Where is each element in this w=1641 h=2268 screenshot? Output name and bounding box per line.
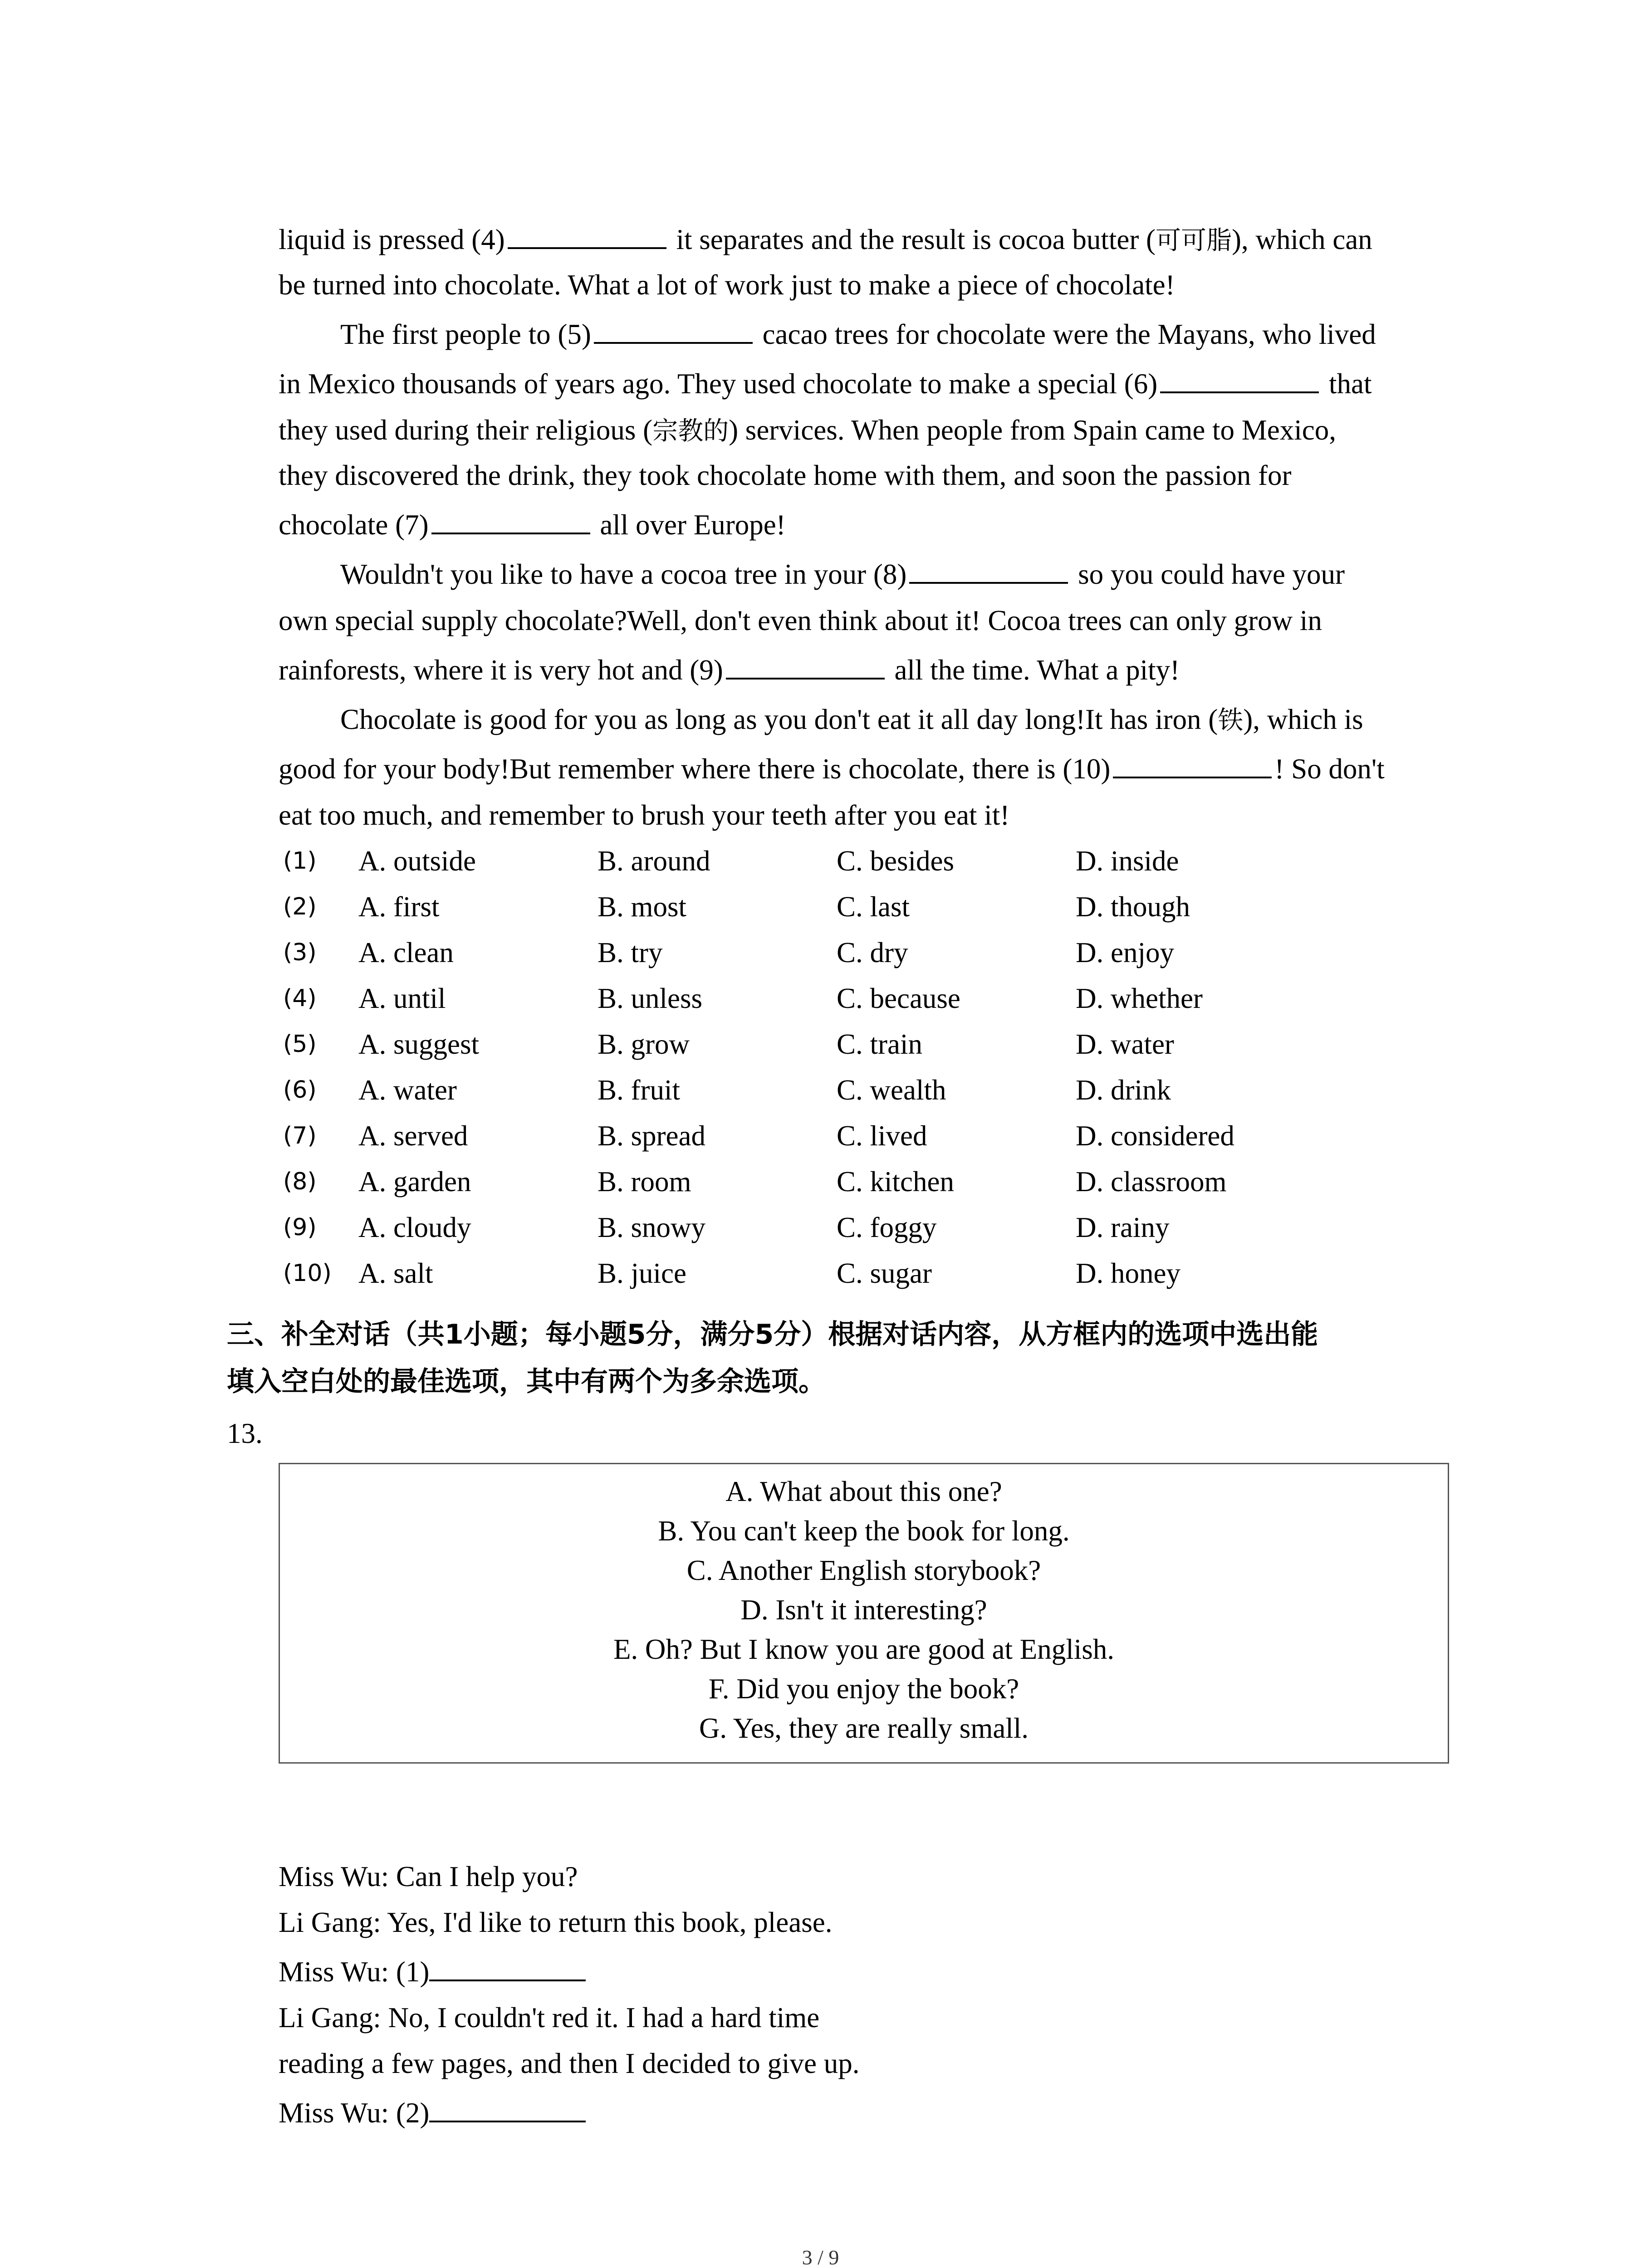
option-a: A. first — [358, 891, 440, 923]
option-row — [279, 1209, 1458, 1246]
option-a: A. cloudy — [358, 1212, 471, 1243]
passage-line — [279, 507, 786, 543]
option-d: D. inside — [1076, 845, 1179, 877]
option-a: A. garden — [358, 1166, 471, 1198]
option-c: C. foggy — [837, 1212, 937, 1243]
option-row — [279, 1163, 1458, 1200]
option-b: B. juice — [598, 1257, 686, 1289]
choice-item: D. Isn't it interesting? — [740, 1594, 987, 1626]
choice-item: G. Yes, they are really small. — [699, 1712, 1029, 1744]
passage-line: own special supply chocolate?Well, don't even think about it! Cocoa trees can only grow in — [279, 605, 1322, 636]
choice-item: B. You can't keep the book for long. — [658, 1515, 1070, 1547]
option-c: C. last — [837, 891, 910, 923]
passage-line — [279, 221, 1372, 259]
option-c: C. lived — [837, 1120, 927, 1152]
choice-item: A. What about this one? — [725, 1476, 1002, 1507]
blank-9 — [726, 652, 885, 679]
dialogue-line — [279, 2095, 588, 2131]
page-number: 3 / 9 — [802, 2246, 839, 2268]
option-d: D. water — [1076, 1028, 1174, 1060]
passage-line — [340, 701, 1363, 739]
passage-line — [340, 556, 1345, 592]
blank-6 — [1160, 366, 1319, 393]
blank-10 — [1113, 751, 1272, 778]
section-heading-line: 三、补全对话（共1小题；每小题5分，满分5分）根据对话内容，从方框内的选项中选出能 — [227, 1319, 1318, 1350]
option-d: D. though — [1076, 891, 1190, 923]
option-a: A. clean — [358, 937, 454, 968]
option-c: C. because — [837, 982, 960, 1014]
choice-box — [279, 1463, 1449, 1764]
option-number: (6) — [283, 1076, 317, 1104]
text-run: in Mexico thousands of years ago. They used chocolate to make a special (6) — [279, 368, 1158, 400]
passage-line — [340, 316, 1376, 352]
blank-4 — [508, 222, 666, 249]
option-number: (1) — [283, 847, 317, 875]
blank-8 — [909, 557, 1068, 584]
option-number: (10) — [283, 1260, 332, 1287]
option-number: (8) — [283, 1168, 317, 1195]
choice-item: C. Another English storybook? — [686, 1554, 1041, 1586]
option-b: B. try — [598, 937, 663, 968]
option-row — [279, 1072, 1458, 1108]
text-run: Miss Wu: (1) — [279, 1956, 430, 1988]
option-d: D. considered — [1076, 1120, 1234, 1152]
text-run: so you could have your — [1078, 558, 1345, 590]
passage-line: eat too much, and remember to brush your teeth after you eat it! — [279, 799, 1010, 831]
text-run: ! So don't — [1274, 753, 1385, 785]
option-d: D. honey — [1076, 1257, 1181, 1289]
text-run: The first people to (5) — [340, 318, 591, 350]
option-number: (7) — [283, 1122, 317, 1149]
option-c: C. dry — [837, 937, 908, 968]
option-b: B. around — [598, 845, 710, 877]
option-c: C. wealth — [837, 1074, 946, 1106]
blank-7 — [431, 507, 590, 534]
option-a: A. until — [358, 982, 446, 1014]
option-d: D. drink — [1076, 1074, 1171, 1106]
section-heading-line: 填入空白处的最佳选项，其中有两个为多余选项。 — [227, 1366, 826, 1398]
option-b: B. room — [598, 1166, 691, 1198]
option-number: (4) — [283, 985, 317, 1012]
dialogue-line — [279, 1954, 588, 1990]
passage-line — [279, 652, 1180, 688]
dialogue-line: Li Gang: Yes, I'd like to return this book, please. — [279, 1906, 833, 1938]
text-run: Miss Wu: (2) — [279, 2097, 430, 2129]
option-d: D. classroom — [1076, 1166, 1227, 1198]
option-c: C. train — [837, 1028, 922, 1060]
option-number: (5) — [283, 1031, 317, 1058]
option-c: C. kitchen — [837, 1166, 954, 1198]
option-a: A. salt — [358, 1257, 433, 1289]
text-run: ), which can — [1232, 224, 1372, 255]
option-a: A. water — [358, 1074, 457, 1106]
option-row — [279, 980, 1458, 1017]
option-row — [279, 1255, 1458, 1291]
text-run: good for your body!But remember where there is chocolate, there is (10) — [279, 753, 1111, 785]
option-b: B. most — [598, 891, 687, 923]
choice-item: E. Oh? But I know you are good at English. — [613, 1633, 1115, 1665]
option-number: (3) — [283, 939, 317, 966]
dialogue-blank-2 — [429, 2095, 586, 2122]
text-run: Chocolate is good for you as long as you don't eat it all day long!It has iron ( — [340, 704, 1218, 735]
option-d: D. enjoy — [1076, 937, 1174, 968]
option-b: B. fruit — [598, 1074, 680, 1106]
passage-line — [279, 366, 1372, 402]
option-c: C. besides — [837, 845, 954, 877]
option-c: C. sugar — [837, 1257, 932, 1289]
passage-line: they discovered the drink, they took chocolate home with them, and soon the passion for — [279, 459, 1292, 491]
option-d: D. whether — [1076, 982, 1203, 1014]
text-run: liquid is pressed (4) — [279, 224, 505, 255]
text-run: rainforests, where it is very hot and (9) — [279, 654, 723, 686]
gloss-text: 铁 — [1218, 706, 1244, 735]
option-number: (2) — [283, 893, 317, 920]
passage-line: be turned into chocolate. What a lot of work just to make a piece of chocolate! — [279, 269, 1175, 301]
dialogue-line: Miss Wu: Can I help you? — [279, 1861, 578, 1892]
text-run: all the time. What a pity! — [894, 654, 1180, 686]
dialogue-line: reading a few pages, and then I decided to give up. — [279, 2048, 860, 2079]
section-heading — [227, 1311, 1452, 1405]
option-row — [279, 889, 1458, 925]
option-row — [279, 843, 1458, 879]
text-run: cacao trees for chocolate were the Mayans, who lived — [762, 318, 1376, 350]
option-row — [279, 1118, 1458, 1154]
passage-line — [279, 751, 1385, 787]
option-row — [279, 1026, 1458, 1062]
text-run: chocolate (7) — [279, 509, 429, 541]
option-row — [279, 934, 1458, 971]
option-b: B. grow — [598, 1028, 690, 1060]
option-a: A. served — [358, 1120, 468, 1152]
text-run: ) services. When people from Spain came to Mexico, — [729, 414, 1336, 446]
choice-item: F. Did you enjoy the book? — [708, 1673, 1019, 1705]
option-number: (9) — [283, 1214, 317, 1241]
dialogue-line: Li Gang: No, I couldn't red it. I had a hard time — [279, 2002, 820, 2033]
text-run: they used during their religious ( — [279, 414, 653, 446]
text-run: ), which is — [1243, 704, 1363, 735]
question-number: 13. — [227, 1418, 263, 1449]
option-d: D. rainy — [1076, 1212, 1170, 1243]
option-a: A. suggest — [358, 1028, 479, 1060]
gloss-text: 可可脂 — [1156, 226, 1232, 255]
dialogue-blank-1 — [429, 1954, 586, 1981]
option-b: B. spread — [598, 1120, 705, 1152]
option-b: B. unless — [598, 982, 703, 1014]
option-a: A. outside — [358, 845, 476, 877]
text-run: Wouldn't you like to have a cocoa tree in your (8) — [340, 558, 907, 590]
blank-5 — [594, 317, 753, 344]
text-run: that — [1328, 368, 1372, 400]
gloss-text: 宗教的 — [652, 416, 729, 446]
passage-line — [279, 412, 1336, 450]
text-run: it separates and the result is cocoa butter ( — [676, 224, 1156, 255]
option-b: B. snowy — [598, 1212, 706, 1243]
text-run: all over Europe! — [600, 509, 786, 541]
